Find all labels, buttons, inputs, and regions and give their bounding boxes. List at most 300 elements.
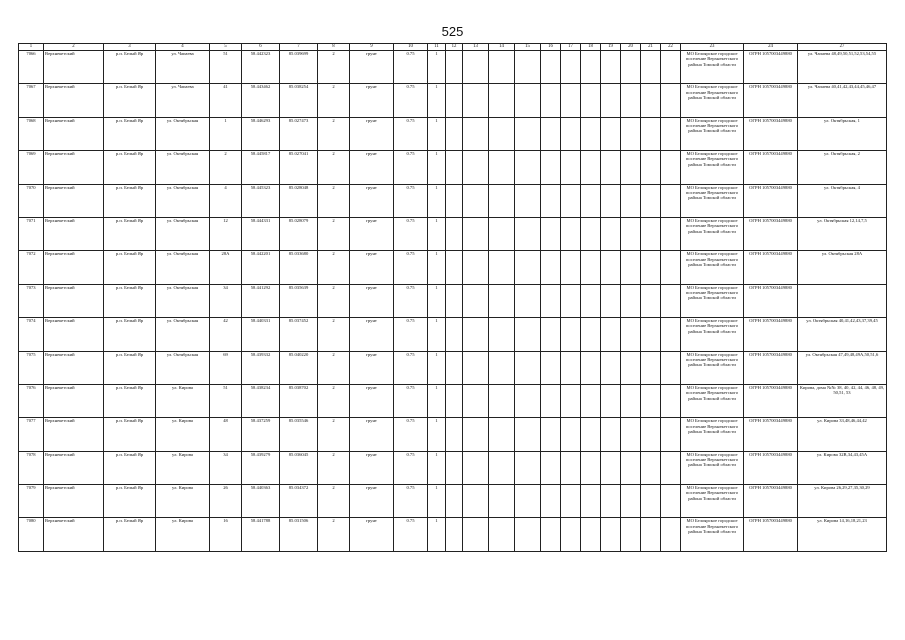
- table-cell-c2: Верхнекетский: [44, 151, 104, 184]
- table-cell-c23: МО Белоярское городское поселение Верхнекетского района Томской области: [681, 251, 744, 284]
- table-cell-c9: грунт: [350, 151, 394, 184]
- table-cell-c9: грунт: [350, 518, 394, 551]
- table-cell-c9: грунт: [350, 418, 394, 451]
- table-cell-c2: Верхнекетский: [44, 251, 104, 284]
- table-cell-c6: 58.440363: [242, 485, 280, 518]
- table-cell-c6: 58.438234: [242, 384, 280, 417]
- table-cell-c12: [446, 418, 463, 451]
- table-cell-c14: [489, 217, 515, 250]
- table-cell-c24: ОГРН 1057003449880: [744, 284, 798, 317]
- table-cell-c3: р.п. Белый Яр: [104, 84, 156, 117]
- table-cell-c13: [463, 51, 489, 84]
- table-cell-c24: ОГРН 1057003449880: [744, 351, 798, 384]
- table-cell-c3: р.п. Белый Яр: [104, 184, 156, 217]
- table-cell-c11: 1: [428, 318, 446, 351]
- table-cell-c15: [515, 117, 541, 150]
- table-cell-c10: 0.75: [394, 418, 428, 451]
- table-cell-c4: ул. Октябрьская: [156, 117, 210, 150]
- table-cell-c21: [641, 485, 661, 518]
- table-cell-c9: грунт: [350, 384, 394, 417]
- table-cell-c11: 1: [428, 451, 446, 484]
- table-cell-c12: [446, 217, 463, 250]
- table-cell-c18: [581, 217, 601, 250]
- table-cell-c6: 58.446293: [242, 117, 280, 150]
- table-cell-c27: ул. Октябрьская 28А: [798, 251, 887, 284]
- table-cell-c21: [641, 151, 661, 184]
- table-cell-c27: ул. Кирова 26,29,27,35,30,29: [798, 485, 887, 518]
- table-cell-c7: 85.037452: [280, 318, 318, 351]
- table-cell-c6: 58.441292: [242, 284, 280, 317]
- table-row: [19, 518, 887, 551]
- table-cell-c10: 0.75: [394, 251, 428, 284]
- table-cell-c20: [621, 418, 641, 451]
- table-cell-c18: [581, 251, 601, 284]
- table-cell-c21: [641, 384, 661, 417]
- table-cell-c11: 1: [428, 84, 446, 117]
- table-cell-c6: 58.442201: [242, 251, 280, 284]
- table-cell-c15: [515, 518, 541, 551]
- table-cell-c23: МО Белоярское городское поселение Верхнекетского района Томской области: [681, 485, 744, 518]
- table-cell-c17: [561, 151, 581, 184]
- table-cell-c12: [446, 518, 463, 551]
- table-cell-c14: [489, 451, 515, 484]
- table-cell-c21: [641, 518, 661, 551]
- table-cell-c15: [515, 217, 541, 250]
- table-cell-c5: 28А: [210, 251, 242, 284]
- table-cell-c14: [489, 151, 515, 184]
- table-cell-c24: ОГРН 1057003449880: [744, 51, 798, 84]
- table-cell-c16: [541, 217, 561, 250]
- table-cell-c1: 7069: [19, 151, 44, 184]
- table-cell-c18: [581, 84, 601, 117]
- table-cell-c21: [641, 51, 661, 84]
- table-cell-c9: грунт: [350, 485, 394, 518]
- table-cell-c17: [561, 117, 581, 150]
- table-cell-c18: [581, 151, 601, 184]
- table-cell-c14: [489, 284, 515, 317]
- table-cell-c2: Верхнекетский: [44, 418, 104, 451]
- table-cell-c23: МО Белоярское городское поселение Верхнекетского района Томской области: [681, 451, 744, 484]
- table-cell-c27: ул. Кирова 14,16,18,21,23: [798, 518, 887, 551]
- table-cell-c16: [541, 384, 561, 417]
- table-cell-c9: грунт: [350, 284, 394, 317]
- table-cell-c3: р.п. Белый Яр: [104, 284, 156, 317]
- table-cell-c9: грунт: [350, 117, 394, 150]
- column-number: 24: [744, 44, 798, 51]
- table-cell-c15: [515, 251, 541, 284]
- table-cell-c17: [561, 51, 581, 84]
- table-cell-c17: [561, 84, 581, 117]
- table-cell-c20: [621, 217, 641, 250]
- table-cell-c1: 7078: [19, 451, 44, 484]
- table-cell-c11: 1: [428, 217, 446, 250]
- table-row: [19, 418, 887, 451]
- table-cell-c27: ул. Октябрьская 12,14,7,5: [798, 217, 887, 250]
- table-cell-c16: [541, 418, 561, 451]
- table-cell-c3: р.п. Белый Яр: [104, 117, 156, 150]
- table-cell-c6: 58.443462: [242, 84, 280, 117]
- table-cell-c23: МО Белоярское городское поселение Верхнекетского района Томской области: [681, 284, 744, 317]
- table-cell-c20: [621, 318, 641, 351]
- column-number: 20: [621, 44, 641, 51]
- table-cell-c2: Верхнекетский: [44, 117, 104, 150]
- table-cell-c18: [581, 518, 601, 551]
- table-cell-c14: [489, 518, 515, 551]
- table-row: [19, 184, 887, 217]
- table-cell-c5: 34: [210, 284, 242, 317]
- table-cell-c6: 58.440331: [242, 318, 280, 351]
- table-cell-c8: 2: [318, 51, 350, 84]
- table-cell-c22: [661, 184, 681, 217]
- table-cell-c21: [641, 184, 661, 217]
- column-number: 11: [428, 44, 446, 51]
- table-cell-c10: 0.75: [394, 451, 428, 484]
- table-cell-c24: ОГРН 1057003449880: [744, 318, 798, 351]
- table-cell-c1: 7077: [19, 418, 44, 451]
- table-cell-c13: [463, 117, 489, 150]
- table-cell-c24: ОГРН 1057003449880: [744, 151, 798, 184]
- table-cell-c11: 1: [428, 351, 446, 384]
- table-cell-c3: р.п. Белый Яр: [104, 51, 156, 84]
- table-cell-c10: 0.75: [394, 351, 428, 384]
- table-cell-c3: р.п. Белый Яр: [104, 485, 156, 518]
- table-cell-c17: [561, 284, 581, 317]
- table-cell-c22: [661, 284, 681, 317]
- table-cell-c5: 34: [210, 451, 242, 484]
- table-row: [19, 318, 887, 351]
- table-cell-c2: Верхнекетский: [44, 217, 104, 250]
- table-cell-c2: Верхнекетский: [44, 451, 104, 484]
- table-cell-c19: [601, 117, 621, 150]
- table-cell-c18: [581, 318, 601, 351]
- table-cell-c18: [581, 117, 601, 150]
- table-cell-c3: р.п. Белый Яр: [104, 351, 156, 384]
- table-cell-c17: [561, 485, 581, 518]
- table-cell-c1: 7066: [19, 51, 44, 84]
- table-cell-c15: [515, 418, 541, 451]
- table-cell-c24: ОГРН 1057003449880: [744, 217, 798, 250]
- table-cell-c1: 7067: [19, 84, 44, 117]
- table-cell-c12: [446, 184, 463, 217]
- table-cell-c1: 7071: [19, 217, 44, 250]
- table-cell-c7: 85.036045: [280, 451, 318, 484]
- column-number: 6: [242, 44, 280, 51]
- table-cell-c27: ул. Октябрьская, 1: [798, 117, 887, 150]
- table-cell-c7: 85.038702: [280, 384, 318, 417]
- table-cell-c23: МО Белоярское городское поселение Верхнекетского района Томской области: [681, 117, 744, 150]
- column-number-row: [19, 44, 887, 51]
- table-cell-c1: 7070: [19, 184, 44, 217]
- table-cell-c13: [463, 351, 489, 384]
- table-cell-c2: Верхнекетский: [44, 318, 104, 351]
- table-cell-c8: 2: [318, 217, 350, 250]
- column-number: 15: [515, 44, 541, 51]
- table-cell-c20: [621, 384, 641, 417]
- table-cell-c18: [581, 418, 601, 451]
- table-cell-c12: [446, 485, 463, 518]
- table-cell-c22: [661, 485, 681, 518]
- table-cell-c17: [561, 518, 581, 551]
- table-cell-c16: [541, 251, 561, 284]
- table-cell-c10: 0.75: [394, 217, 428, 250]
- column-number: 17: [561, 44, 581, 51]
- table-cell-c16: [541, 117, 561, 150]
- table-cell-c2: Верхнекетский: [44, 384, 104, 417]
- table-cell-c7: 85.040220: [280, 351, 318, 384]
- table-cell-c22: [661, 117, 681, 150]
- table-cell-c13: [463, 518, 489, 551]
- table-cell-c11: 1: [428, 117, 446, 150]
- table-cell-c12: [446, 251, 463, 284]
- table-cell-c24: ОГРН 1057003449880: [744, 518, 798, 551]
- table-cell-c14: [489, 51, 515, 84]
- table-cell-c16: [541, 485, 561, 518]
- table-cell-c11: 1: [428, 51, 446, 84]
- table-row: [19, 84, 887, 117]
- table-cell-c21: [641, 117, 661, 150]
- table-cell-c2: Верхнекетский: [44, 518, 104, 551]
- table-cell-c5: 2: [210, 151, 242, 184]
- table-cell-c19: [601, 84, 621, 117]
- table-row: [19, 451, 887, 484]
- table-cell-c6: 58.444331: [242, 217, 280, 250]
- table-cell-c14: [489, 418, 515, 451]
- column-number: 4: [156, 44, 210, 51]
- table-cell-c8: 2: [318, 418, 350, 451]
- table-cell-c4: ул. Чапаева: [156, 84, 210, 117]
- table-cell-c13: [463, 485, 489, 518]
- table-cell-c22: [661, 518, 681, 551]
- table-cell-c20: [621, 518, 641, 551]
- table-cell-c18: [581, 485, 601, 518]
- table-cell-c4: ул. Октябрьская: [156, 217, 210, 250]
- table-cell-c6: 58.437259: [242, 418, 280, 451]
- table-cell-c20: [621, 351, 641, 384]
- table-cell-c9: грунт: [350, 184, 394, 217]
- table-cell-c23: МО Белоярское городское поселение Верхнекетского района Томской области: [681, 217, 744, 250]
- table-row: [19, 384, 887, 417]
- table-cell-c9: грунт: [350, 351, 394, 384]
- table-cell-c21: [641, 418, 661, 451]
- column-number: 12: [446, 44, 463, 51]
- table-cell-c4: ул. Октябрьская: [156, 251, 210, 284]
- table-cell-c19: [601, 318, 621, 351]
- table-cell-c16: [541, 451, 561, 484]
- table-cell-c23: МО Белоярское городское поселение Верхнекетского района Томской области: [681, 351, 744, 384]
- table-cell-c11: 1: [428, 251, 446, 284]
- table-cell-c9: грунт: [350, 251, 394, 284]
- table-cell-c18: [581, 184, 601, 217]
- table-cell-c19: [601, 384, 621, 417]
- table-cell-c5: 26: [210, 485, 242, 518]
- table-cell-c24: ОГРН 1057003449880: [744, 384, 798, 417]
- table-cell-c27: ул. Октябрьская 47,49,48,49А,50,51,6: [798, 351, 887, 384]
- table-cell-c8: 2: [318, 351, 350, 384]
- table-cell-c19: [601, 217, 621, 250]
- table-cell-c10: 0.75: [394, 518, 428, 551]
- column-number: 10: [394, 44, 428, 51]
- table-cell-c12: [446, 284, 463, 317]
- table-row: [19, 217, 887, 250]
- table-cell-c9: грунт: [350, 84, 394, 117]
- table-cell-c27: ул. Октябрьская, 4: [798, 184, 887, 217]
- table-cell-c5: 51: [210, 51, 242, 84]
- table-cell-c4: ул. Кирова: [156, 451, 210, 484]
- table-cell-c4: ул. Октябрьская: [156, 151, 210, 184]
- table-cell-c12: [446, 384, 463, 417]
- table-cell-c7: 85.034372: [280, 485, 318, 518]
- table-cell-c22: [661, 251, 681, 284]
- column-number: 16: [541, 44, 561, 51]
- table-cell-c16: [541, 151, 561, 184]
- table-cell-c7: 85.039699: [280, 51, 318, 84]
- table-cell-c8: 2: [318, 117, 350, 150]
- table-cell-c6: 58.442323: [242, 51, 280, 84]
- table-cell-c17: [561, 184, 581, 217]
- table-cell-c23: МО Белоярское городское поселение Верхнекетского района Томской области: [681, 418, 744, 451]
- table-cell-c13: [463, 384, 489, 417]
- column-number: 5: [210, 44, 242, 51]
- table-cell-c14: [489, 117, 515, 150]
- table-cell-c8: 2: [318, 251, 350, 284]
- table-cell-c22: [661, 384, 681, 417]
- table-cell-c6: 58.439279: [242, 451, 280, 484]
- table-cell-c7: 85.038254: [280, 84, 318, 117]
- table-cell-c22: [661, 451, 681, 484]
- table-cell-c14: [489, 84, 515, 117]
- table-cell-c5: 51: [210, 384, 242, 417]
- table-cell-c4: ул. Кирова: [156, 384, 210, 417]
- table-cell-c4: ул. Чапаева: [156, 51, 210, 84]
- column-number: 2: [44, 44, 104, 51]
- table-cell-c20: [621, 51, 641, 84]
- table-cell-c16: [541, 518, 561, 551]
- table-cell-c1: 7080: [19, 518, 44, 551]
- column-number: 3: [104, 44, 156, 51]
- table-row: [19, 251, 887, 284]
- table-row: [19, 117, 887, 150]
- table-cell-c2: Верхнекетский: [44, 84, 104, 117]
- table-cell-c11: 1: [428, 184, 446, 217]
- table-cell-c20: [621, 117, 641, 150]
- table-cell-c1: 7075: [19, 351, 44, 384]
- table-cell-c17: [561, 217, 581, 250]
- table-cell-c17: [561, 451, 581, 484]
- table-cell-c17: [561, 351, 581, 384]
- table-cell-c2: Верхнекетский: [44, 184, 104, 217]
- table-cell-c16: [541, 318, 561, 351]
- table-cell-c13: [463, 418, 489, 451]
- table-cell-c19: [601, 251, 621, 284]
- table-cell-c20: [621, 84, 641, 117]
- column-number: 21: [641, 44, 661, 51]
- table-cell-c5: 69: [210, 351, 242, 384]
- table-cell-c6: 58.445817: [242, 151, 280, 184]
- table-cell-c10: 0.75: [394, 84, 428, 117]
- table-cell-c24: ОГРН 1057003449880: [744, 418, 798, 451]
- table-cell-c1: 7074: [19, 318, 44, 351]
- table-cell-c20: [621, 251, 641, 284]
- table-cell-c8: 2: [318, 485, 350, 518]
- table-cell-c22: [661, 84, 681, 117]
- table-cell-c9: грунт: [350, 51, 394, 84]
- table-cell-c15: [515, 384, 541, 417]
- table-cell-c21: [641, 451, 661, 484]
- column-number: 1: [19, 44, 44, 51]
- table-cell-c27: [798, 284, 887, 317]
- table-cell-c6: 58.441788: [242, 518, 280, 551]
- table-cell-c13: [463, 284, 489, 317]
- table-cell-c17: [561, 318, 581, 351]
- table-cell-c8: 2: [318, 384, 350, 417]
- table-cell-c13: [463, 184, 489, 217]
- table-cell-c2: Верхнекетский: [44, 284, 104, 317]
- table-cell-c22: [661, 351, 681, 384]
- table-cell-c12: [446, 151, 463, 184]
- table-cell-c7: 85.027041: [280, 151, 318, 184]
- table-cell-c3: р.п. Белый Яр: [104, 318, 156, 351]
- table-cell-c14: [489, 318, 515, 351]
- table-cell-c8: 2: [318, 151, 350, 184]
- table-cell-c4: ул. Кирова: [156, 418, 210, 451]
- table-cell-c12: [446, 351, 463, 384]
- table-cell-c1: 7068: [19, 117, 44, 150]
- table-cell-c21: [641, 217, 661, 250]
- table-cell-c13: [463, 84, 489, 117]
- table-cell-c18: [581, 351, 601, 384]
- table-cell-c1: 7076: [19, 384, 44, 417]
- table-cell-c19: [601, 351, 621, 384]
- table-cell-c3: р.п. Белый Яр: [104, 251, 156, 284]
- table-cell-c22: [661, 151, 681, 184]
- table-cell-c17: [561, 384, 581, 417]
- table-cell-c5: 41: [210, 84, 242, 117]
- table-cell-c16: [541, 351, 561, 384]
- table-cell-c7: 85.035639: [280, 284, 318, 317]
- table-cell-c5: 48: [210, 418, 242, 451]
- table-cell-c15: [515, 451, 541, 484]
- registry-table: [18, 43, 887, 552]
- table-cell-c20: [621, 151, 641, 184]
- table-cell-c12: [446, 318, 463, 351]
- table-cell-c27: ул. Чапаева 48,49,50,51,52,53,54,55: [798, 51, 887, 84]
- table-cell-c12: [446, 84, 463, 117]
- table-cell-c16: [541, 51, 561, 84]
- table-cell-c1: 7079: [19, 485, 44, 518]
- table-cell-c14: [489, 184, 515, 217]
- table-cell-c27: ул. Чапаева 40,41,42,43,44,45,46,47: [798, 84, 887, 117]
- column-number: 22: [661, 44, 681, 51]
- table-cell-c10: 0.75: [394, 184, 428, 217]
- table-cell-c7: 85.028048: [280, 184, 318, 217]
- table-cell-c27: ул. Кирова 33,48,46,44,42: [798, 418, 887, 451]
- table-cell-c15: [515, 318, 541, 351]
- table-cell-c10: 0.75: [394, 384, 428, 417]
- table-cell-c7: 85.035546: [280, 418, 318, 451]
- table-cell-c23: МО Белоярское городское поселение Верхнекетского района Томской области: [681, 318, 744, 351]
- table-cell-c23: МО Белоярское городское поселение Верхнекетского района Томской области: [681, 51, 744, 84]
- table-cell-c13: [463, 217, 489, 250]
- table-cell-c27: ул. Октябрьская, 2: [798, 151, 887, 184]
- table-cell-c2: Верхнекетский: [44, 485, 104, 518]
- column-number: 27: [798, 44, 887, 51]
- table-cell-c23: МО Белоярское городское поселение Верхнекетского района Томской области: [681, 518, 744, 551]
- table-cell-c10: 0.75: [394, 117, 428, 150]
- table-cell-c18: [581, 284, 601, 317]
- table-cell-c10: 0.75: [394, 318, 428, 351]
- table-cell-c18: [581, 384, 601, 417]
- table-cell-c14: [489, 351, 515, 384]
